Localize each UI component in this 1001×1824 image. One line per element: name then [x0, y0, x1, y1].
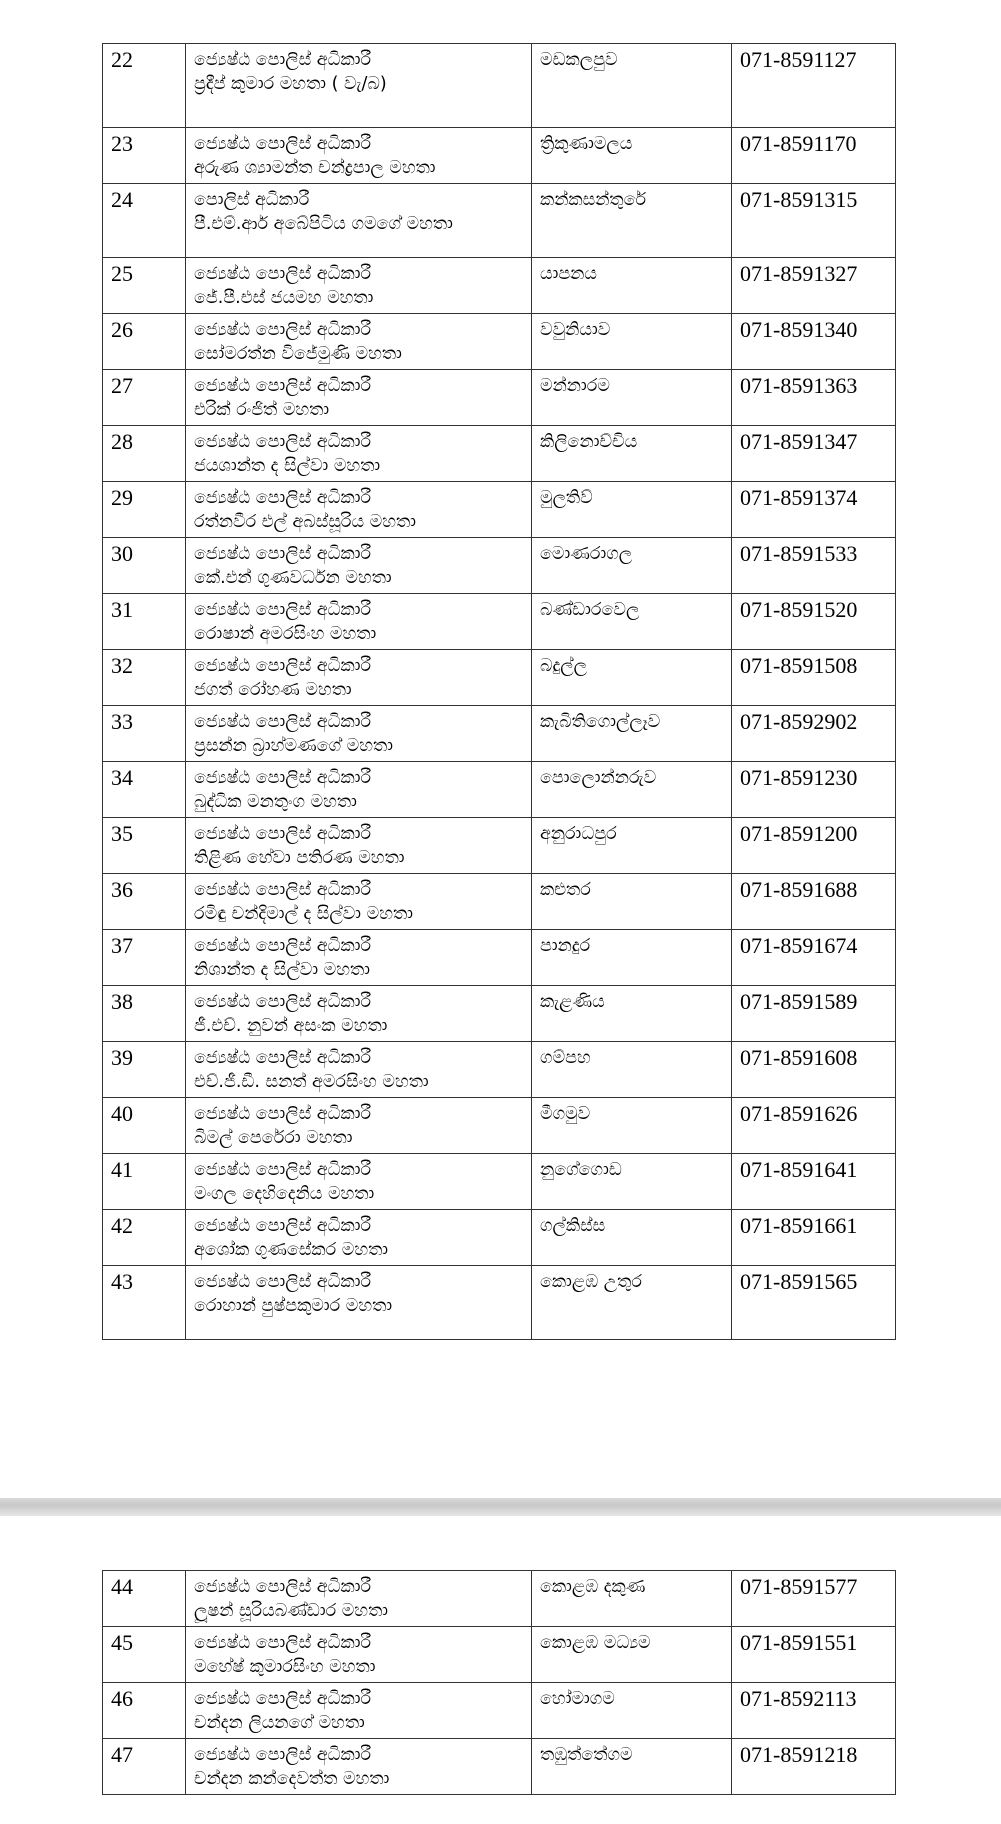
document-page-2 [0, 1516, 1001, 1824]
station-name: කන්කසන්තුරේ [532, 184, 732, 258]
phone-number: 071-8591520 [732, 594, 896, 650]
officer-cell [186, 370, 532, 426]
row-number: 24 [103, 184, 186, 258]
row-number: 44 [103, 1571, 186, 1627]
station-name: යාපනය [532, 258, 732, 314]
station-name: වවුනියාව [532, 314, 732, 370]
phone-number: 071-8591608 [732, 1042, 896, 1098]
table-row [103, 1042, 896, 1098]
phone-number: 071-8591340 [732, 314, 896, 370]
row-number: 27 [103, 370, 186, 426]
phone-number: 071-8591127 [732, 44, 896, 128]
officer-name: බුද්ධික මනතුංග මහතා [194, 792, 357, 812]
officer-name: අශෝක ගුණසේකර මහතා [194, 1240, 389, 1260]
station-name: මොණරාගල [532, 538, 732, 594]
station-name: මන්නාරම [532, 370, 732, 426]
phone-number: 071-8591533 [732, 538, 896, 594]
row-number: 47 [103, 1739, 186, 1795]
table-row [103, 44, 896, 128]
row-number: 32 [103, 650, 186, 706]
station-name: කොළඹ දකුණ [532, 1571, 732, 1627]
table-row [103, 930, 896, 986]
officer-name: ජේ.පී.එස් ජයමහ මහතා [194, 288, 374, 308]
officer-rank: පොලිස් අධිකාරී [194, 190, 310, 210]
officer-cell [186, 874, 532, 930]
officer-name: නිශාන්ත ද සිල්වා මහතා [194, 960, 370, 980]
officer-rank: ජ්‍යෙෂ්ඨ පොලිස් අධිකාරී [194, 600, 372, 620]
officer-cell [186, 930, 532, 986]
phone-number: 071-8591218 [732, 1739, 896, 1795]
table-row [103, 482, 896, 538]
officer-rank: ජ්‍යෙෂ්ඨ පොලිස් අධිකාරී [194, 488, 372, 508]
officer-cell [186, 44, 532, 128]
table-row [103, 1627, 896, 1683]
officer-cell [186, 1042, 532, 1098]
station-name: කළුතර [532, 874, 732, 930]
officer-rank: ජ්‍යෙෂ්ඨ පොලිස් අධිකාරී [194, 1745, 372, 1765]
officer-cell [186, 650, 532, 706]
row-number: 42 [103, 1210, 186, 1266]
table-row [103, 1210, 896, 1266]
phone-number: 071-8591565 [732, 1266, 896, 1340]
table-row [103, 706, 896, 762]
officer-rank: ජ්‍යෙෂ්ඨ පොලිස් අධිකාරී [194, 936, 372, 956]
officer-rank: ජ්‍යෙෂ්ඨ පොලිස් අධිකාරී [194, 1104, 372, 1124]
officer-rank: ජ්‍යෙෂ්ඨ පොලිස් අධිකාරී [194, 134, 372, 154]
row-number: 34 [103, 762, 186, 818]
contact-table-page-1 [102, 43, 896, 1340]
officer-cell [186, 184, 532, 258]
officer-cell [186, 1683, 532, 1739]
phone-number: 071-8591200 [732, 818, 896, 874]
row-number: 35 [103, 818, 186, 874]
phone-number: 071-8591374 [732, 482, 896, 538]
officer-name: කේ.එන් ගුණවර්ධන මහතා [194, 568, 392, 588]
officer-cell [186, 1098, 532, 1154]
officer-cell [186, 706, 532, 762]
officer-rank: ජ්‍යෙෂ්ඨ පොලිස් අධිකාරී [194, 50, 372, 70]
officer-rank: ජ්‍යෙෂ්ඨ පොලිස් අධිකාරී [194, 768, 372, 788]
officer-name: ජගත් රෝහණ මහතා [194, 680, 352, 700]
phone-number: 071-8591551 [732, 1627, 896, 1683]
row-number: 43 [103, 1266, 186, 1340]
officer-name: එච්.ජී.ඩී. සනත් අමරසිංහ මහතා [194, 1072, 429, 1092]
table-row [103, 594, 896, 650]
table-row [103, 1154, 896, 1210]
officer-rank: ජ්‍යෙෂ්ඨ පොලිස් අධිකාරී [194, 1216, 372, 1236]
table-row [103, 538, 896, 594]
officer-cell [186, 426, 532, 482]
phone-number: 071-8591626 [732, 1098, 896, 1154]
phone-number: 071-8591577 [732, 1571, 896, 1627]
officer-cell [186, 1210, 532, 1266]
phone-number: 071-8591347 [732, 426, 896, 482]
phone-number: 071-8591230 [732, 762, 896, 818]
station-name: කැළණිය [532, 986, 732, 1042]
phone-number: 071-8591589 [732, 986, 896, 1042]
row-number: 45 [103, 1627, 186, 1683]
station-name: ත්‍රිකුණාමලය [532, 128, 732, 184]
table-row [103, 370, 896, 426]
officer-name: ජයශාන්ත ද සිල්වා මහතා [194, 456, 381, 476]
officer-cell [186, 986, 532, 1042]
table-row [103, 258, 896, 314]
officer-name: ප්‍රසන්න බ්‍රාහ්මණගේ මහතා [194, 736, 394, 756]
row-number: 29 [103, 482, 186, 538]
phone-number: 071-8592902 [732, 706, 896, 762]
officer-name: චන්දන ලියනගේ මහතා [194, 1713, 365, 1733]
officer-cell [186, 1571, 532, 1627]
officer-rank: ජ්‍යෙෂ්ඨ පොලිස් අධිකාරී [194, 880, 372, 900]
table-row [103, 874, 896, 930]
station-name: නුගේගොඩ [532, 1154, 732, 1210]
table-row [103, 1266, 896, 1340]
officer-rank: ජ්‍යෙෂ්ඨ පොලිස් අධිකාරී [194, 1048, 372, 1068]
row-number: 31 [103, 594, 186, 650]
officer-cell [186, 482, 532, 538]
table-row [103, 426, 896, 482]
station-name: ගල්කිස්ස [532, 1210, 732, 1266]
officer-cell [186, 594, 532, 650]
station-name: කැබිතිගොල්ලෑව [532, 706, 732, 762]
officer-cell [186, 818, 532, 874]
officer-name: රත්නවීර එල් අබස්සූරිය මහතා [194, 512, 416, 532]
station-name: බණ්ඩාරවෙල [532, 594, 732, 650]
officer-name: රොෂාන් අමරසිංහ මහතා [194, 624, 377, 644]
row-number: 26 [103, 314, 186, 370]
contact-table-page-2 [102, 1570, 896, 1795]
station-name: මුලතිව් [532, 482, 732, 538]
officer-name: එරික් රංජිත් මහතා [194, 400, 330, 420]
officer-name: ජී.එච්. නුවන් අසංක මහතා [194, 1016, 388, 1036]
table-row [103, 650, 896, 706]
officer-cell [186, 128, 532, 184]
officer-name: මංගල දෙහිදෙනිය මහතා [194, 1184, 375, 1204]
row-number: 28 [103, 426, 186, 482]
station-name: කොළඹ මධ්‍යම [532, 1627, 732, 1683]
table-row [103, 762, 896, 818]
row-number: 46 [103, 1683, 186, 1739]
officer-cell [186, 1627, 532, 1683]
phone-number: 071-8591674 [732, 930, 896, 986]
officer-cell [186, 1739, 532, 1795]
officer-rank: ජ්‍යෙෂ්ඨ පොලිස් අධිකාරී [194, 264, 372, 284]
officer-rank: ජ්‍යෙෂ්ඨ පොලිස් අධිකාරී [194, 1633, 372, 1653]
station-name: හෝමාගම [532, 1683, 732, 1739]
row-number: 22 [103, 44, 186, 128]
officer-rank: ජ්‍යෙෂ්ඨ පොලිස් අධිකාරී [194, 1689, 372, 1709]
station-name: කොළඹ උතුර [532, 1266, 732, 1340]
officer-name: සෝමරත්න විජේමුණි මහතා [194, 344, 402, 364]
officer-cell [186, 314, 532, 370]
officer-rank: ජ්‍යෙෂ්ඨ පොලිස් අධිකාරී [194, 432, 372, 452]
phone-number: 071-8591641 [732, 1154, 896, 1210]
station-name: කිලිනොච්චිය [532, 426, 732, 482]
officer-rank: ජ්‍යෙෂ්ඨ පොලිස් අධිකාරී [194, 656, 372, 676]
table-row [103, 986, 896, 1042]
officer-rank: ජ්‍යෙෂ්ඨ පොලිස් අධිකාරී [194, 320, 372, 340]
row-number: 23 [103, 128, 186, 184]
phone-number: 071-8592113 [732, 1683, 896, 1739]
officer-rank: ජ්‍යෙෂ්ඨ පොලිස් අධිකාරී [194, 712, 372, 732]
row-number: 37 [103, 930, 186, 986]
table-row [103, 314, 896, 370]
officer-name: චන්දන කන්දෙවත්ත මහතා [194, 1769, 390, 1789]
table-row [103, 184, 896, 258]
station-name: බදුල්ල [532, 650, 732, 706]
officer-cell [186, 762, 532, 818]
officer-name: ලූෂන් සූරියබණ්ඩාර මහතා [194, 1601, 389, 1621]
table-row [103, 1571, 896, 1627]
table-row [103, 1739, 896, 1795]
row-number: 33 [103, 706, 186, 762]
phone-number: 071-8591327 [732, 258, 896, 314]
page-separator [0, 1498, 1001, 1516]
officer-cell [186, 258, 532, 314]
officer-rank: ජ්‍යෙෂ්ඨ පොලිස් අධිකාරී [194, 1577, 372, 1597]
station-name: පොලොන්නරුව [532, 762, 732, 818]
officer-cell [186, 538, 532, 594]
officer-name: පී.එම්.ආර් අබේපිටිය ගමගේ මහතා [194, 214, 453, 234]
table-row [103, 818, 896, 874]
officer-name: රොහාන් පුෂ්පකුමාර මහතා [194, 1296, 393, 1316]
row-number: 36 [103, 874, 186, 930]
phone-number: 071-8591508 [732, 650, 896, 706]
table-row [103, 1098, 896, 1154]
officer-rank: ජ්‍යෙෂ්ඨ පොලිස් අධිකාරී [194, 992, 372, 1012]
table-row [103, 1683, 896, 1739]
station-name: තඹුත්තේගම [532, 1739, 732, 1795]
row-number: 39 [103, 1042, 186, 1098]
officer-cell [186, 1266, 532, 1340]
station-name: අනුරාධපුර [532, 818, 732, 874]
officer-name: බිමල් පෙරේරා මහතා [194, 1128, 353, 1148]
phone-number: 071-8591363 [732, 370, 896, 426]
phone-number: 071-8591661 [732, 1210, 896, 1266]
row-number: 25 [103, 258, 186, 314]
officer-name: අරුණ ශ්‍යාමන්ත චන්ද්‍රපාල මහතා [194, 158, 436, 178]
table-row [103, 128, 896, 184]
officer-name: මහේෂ් කුමාරසිංහ මහතා [194, 1657, 376, 1677]
phone-number: 071-8591170 [732, 128, 896, 184]
officer-rank: ජ්‍යෙෂ්ඨ පොලිස් අධිකාරී [194, 376, 372, 396]
officer-name: රමිඳු චන්දිමාල් ද සිල්වා මහතා [194, 904, 413, 924]
station-name: ගම්පහ [532, 1042, 732, 1098]
officer-rank: ජ්‍යෙෂ්ඨ පොලිස් අධිකාරී [194, 544, 372, 564]
phone-number: 071-8591688 [732, 874, 896, 930]
phone-number: 071-8591315 [732, 184, 896, 258]
officer-name: තිළිණ හේවා පතිරණ මහතා [194, 848, 405, 868]
officer-rank: ජ්‍යෙෂ්ඨ පොලිස් අධිකාරී [194, 1272, 372, 1292]
row-number: 41 [103, 1154, 186, 1210]
officer-name: ප්‍රදීප් කුමාර මහතා ( වැ/බ) [194, 74, 387, 94]
row-number: 40 [103, 1098, 186, 1154]
officer-rank: ජ්‍යෙෂ්ඨ පොලිස් අධිකාරී [194, 824, 372, 844]
officer-cell [186, 1154, 532, 1210]
station-name: මීගමුව [532, 1098, 732, 1154]
station-name: මඩකලපුව [532, 44, 732, 128]
officer-rank: ජ්‍යෙෂ්ඨ පොලිස් අධිකාරී [194, 1160, 372, 1180]
row-number: 38 [103, 986, 186, 1042]
row-number: 30 [103, 538, 186, 594]
station-name: පානදුර [532, 930, 732, 986]
